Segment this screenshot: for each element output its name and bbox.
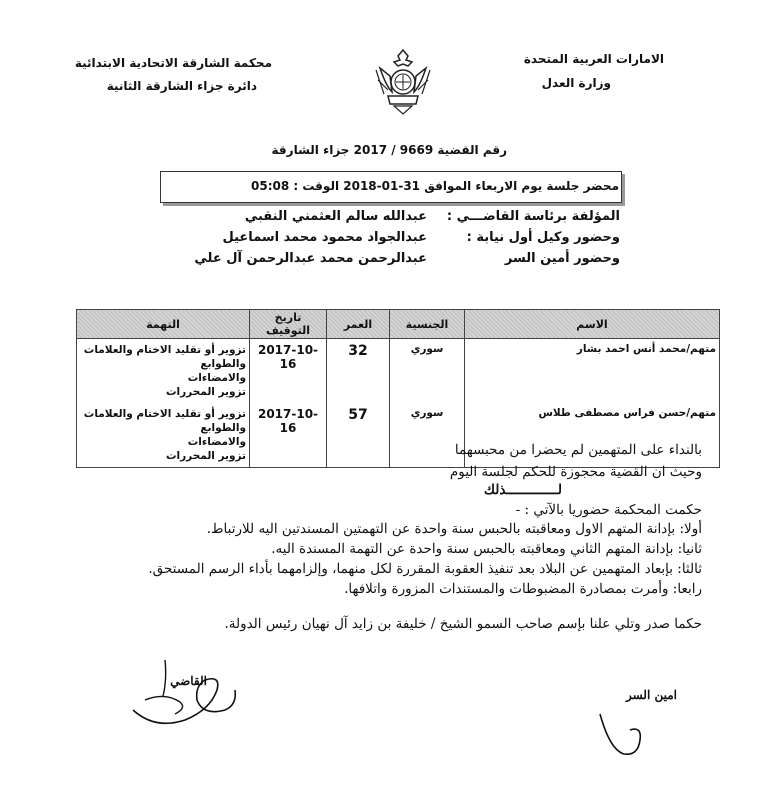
therefore-heading: لـــــــــــــذلك <box>483 482 562 498</box>
session-info: محضر جلسة يوم الاربعاء الموافق 31-01-2018 الوقت : 05:08 <box>251 179 619 193</box>
header-age: العمر <box>327 310 390 339</box>
header-nationality: الجنسية <box>390 310 465 339</box>
defendant-nationality: سوري <box>390 339 465 404</box>
detention-date: 2017-10-16 <box>250 403 327 468</box>
secretary-name: عبدالرحمن محمد عبدالرحمن آل علي <box>194 251 427 266</box>
secretary-signature-icon <box>590 700 660 760</box>
ministry-name: وزارة العدل <box>541 76 611 90</box>
uae-emblem-icon <box>372 46 434 116</box>
verdict-closing: حكما صدر وتلي علنا بإسم صاحب السمو الشيخ / خليفة بن زايد آل نهيان رئيس الدولة. <box>224 616 702 632</box>
detention-date: 2017-10-16 <box>250 339 327 404</box>
header-date: تاريخ التوقيف <box>250 310 327 339</box>
judge-signature-icon <box>125 650 245 740</box>
defendant-age: 32 <box>327 339 390 404</box>
circuit-name: دائرة جزاء الشارقة الثانية <box>106 79 257 93</box>
charge-line: تزوير المحررات <box>165 450 246 462</box>
judge-label: المؤلفة برئاسة القاضـــي : <box>446 209 620 224</box>
judge-name: عبدالله سالم العثمني النقبي <box>244 209 427 224</box>
verdict-item-4: رابعا: وأمرت بمصادرة المضبوطات والمستندات المزورة واتلافها. <box>344 581 702 597</box>
country-name: الامارات العربية المتحدة <box>523 52 664 66</box>
defendant-age: 57 <box>327 403 390 468</box>
reserved-for-judgment: وحيث ان القضية محجوزة للحكم لجلسة اليوم <box>449 464 702 480</box>
charge-line: والامضاءات <box>187 436 246 448</box>
secretary-signature-label: امين السر <box>625 688 677 702</box>
prosecutor-name: عبدالجواد محمود محمد اسماعيل <box>222 230 427 245</box>
charge-line: والامضاءات <box>187 372 246 384</box>
header-name: الاسم <box>465 310 720 339</box>
secretary-label: وحضور أمين السر <box>504 251 620 266</box>
verdict-item-2: ثانيا: بإدانة المتهم الثاني ومعاقبته بالحبس سنة واحدة عن التهمة المسندة اليه. <box>271 541 702 557</box>
defendant-name: متهم/حسن فراس مصطفى طلاس <box>465 403 720 468</box>
charges <box>77 403 250 468</box>
defendant-name: متهم/محمد أنس احمد بشار <box>465 339 720 404</box>
court-name: محكمة الشارقة الاتحادية الابتدائية <box>74 56 272 70</box>
defendant-nationality: سوري <box>390 403 465 468</box>
table-row <box>77 339 720 404</box>
case-number: رقم القضية 9669 / 2017 جزاء الشارقة <box>271 143 507 157</box>
charge-line: تزوير أو تقليد الاختام والعلامات والطوابع <box>83 344 246 370</box>
judge-signature-label: القاضي <box>170 674 207 688</box>
verdict-item-1: أولا: بإدانة المتهم الاول ومعاقبته بالحبس سنة واحدة عن التهمتين المسندتين اليه للارتباط. <box>206 521 702 537</box>
verdict-intro: حكمت المحكمة حضوريا بالآتي : - <box>515 502 702 518</box>
header-charge: التهمة <box>77 310 250 339</box>
table-header-row <box>77 310 720 339</box>
verdict-item-3: ثالثا: بإبعاد المتهمين عن البلاد بعد تنفيذ العقوبة المقررة لكل منهما، وإلزامهما بأداء الرسم المستحق. <box>148 561 702 577</box>
charge-line: تزوير المحررات <box>165 386 246 398</box>
roll-call: بالنداء على المتهمين لم يحضرا من محبسهما <box>454 442 702 458</box>
charge-line: تزوير أو تقليد الاختام والعلامات والطوابع <box>83 408 246 434</box>
prosecutor-label: وحضور وكيل أول نيابة : <box>466 230 620 245</box>
charges <box>77 339 250 404</box>
